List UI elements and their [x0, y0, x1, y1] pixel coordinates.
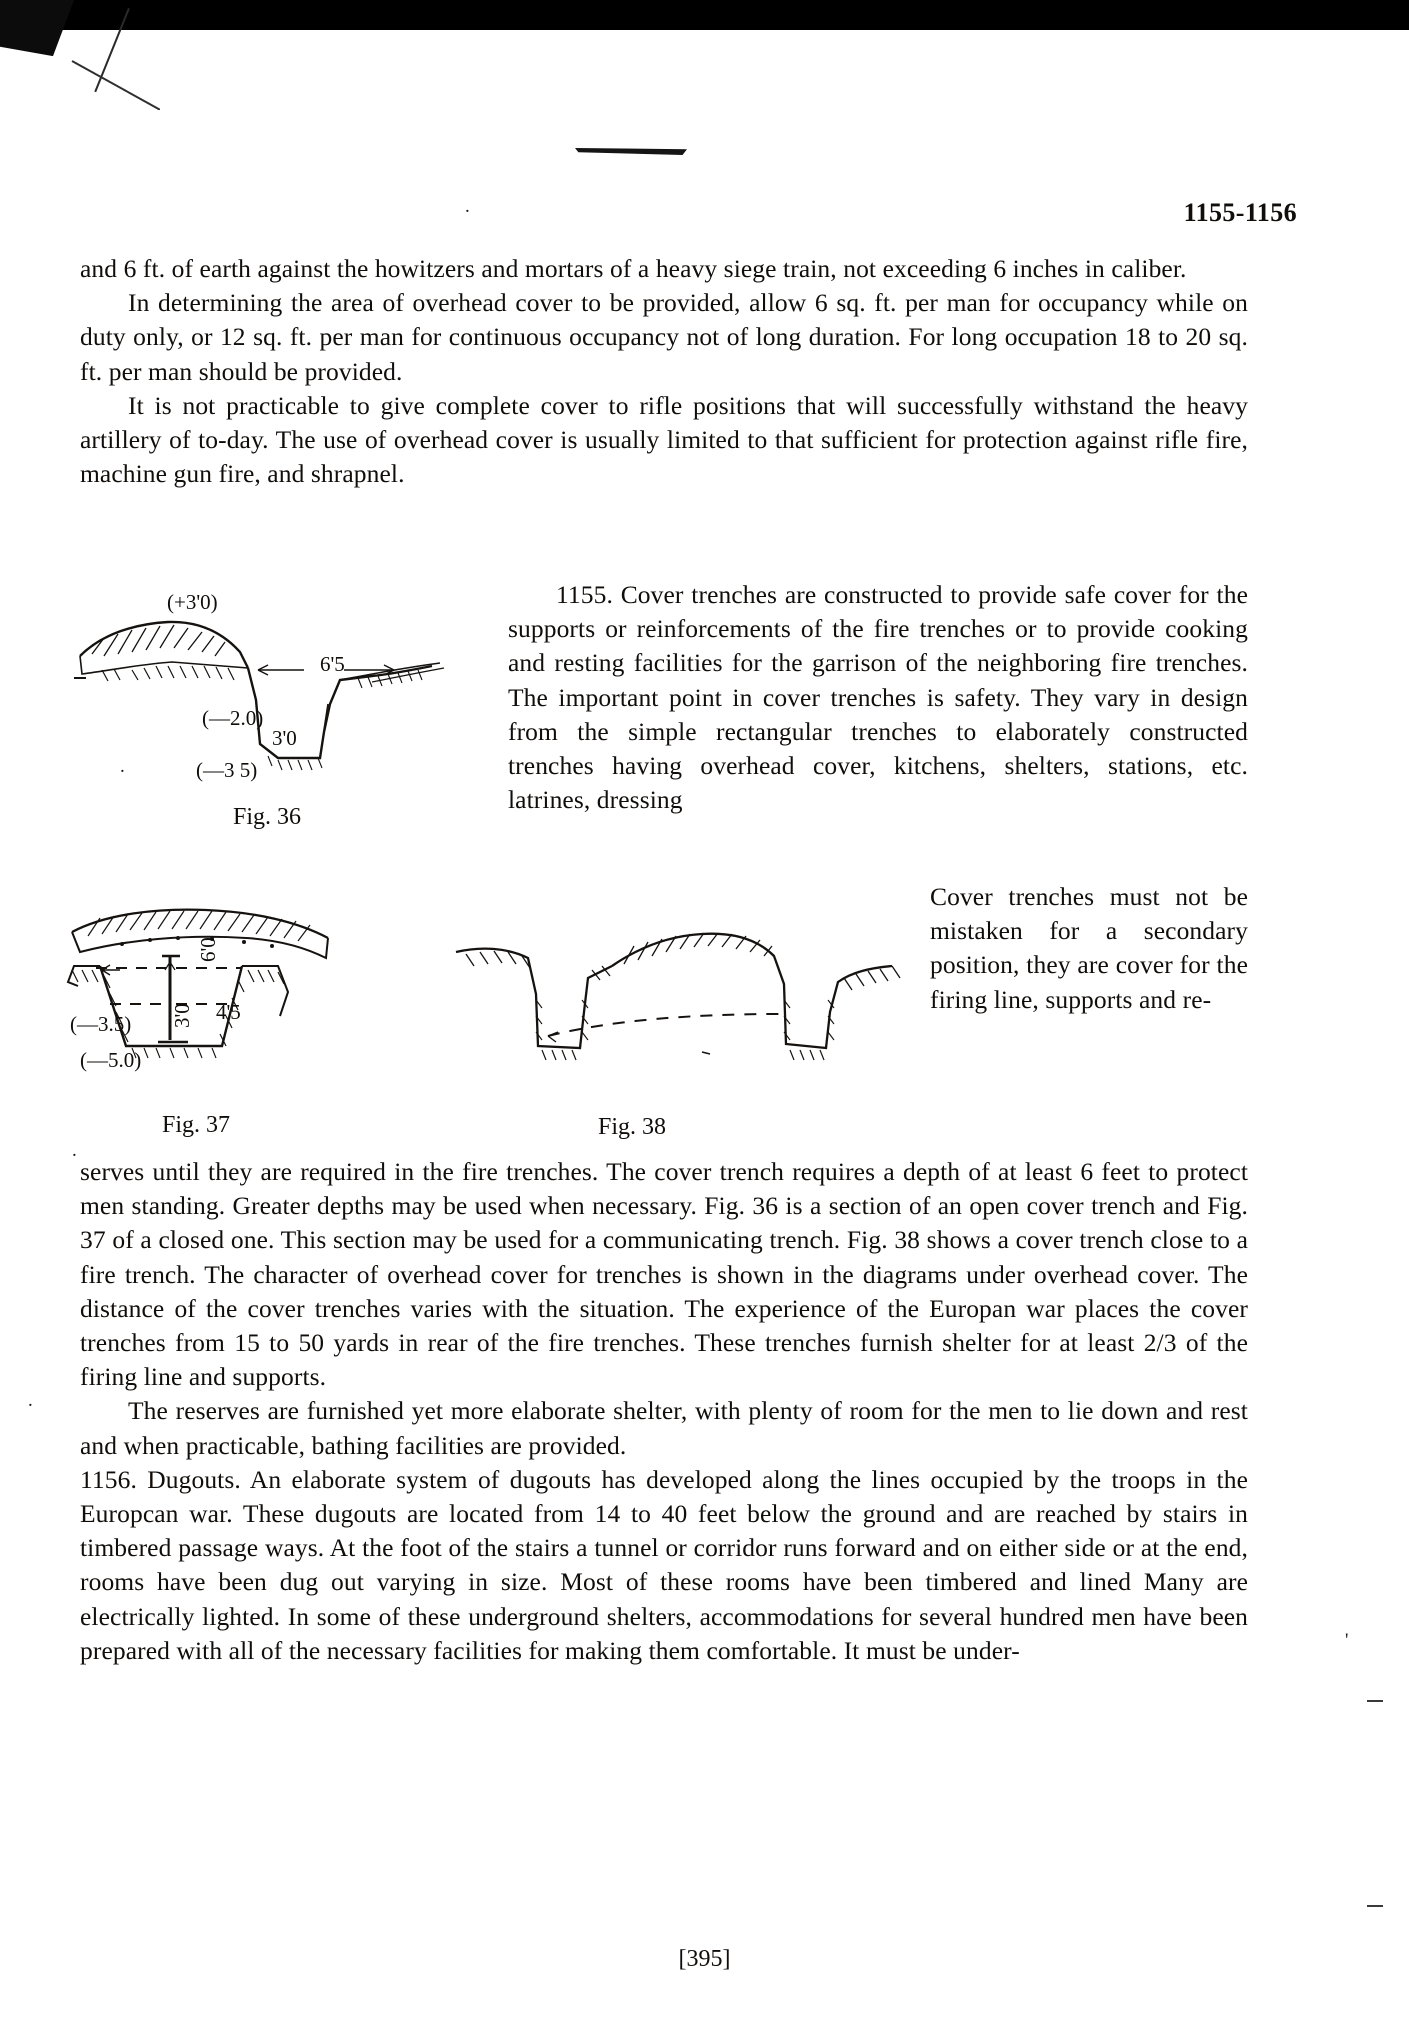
- figure-38-caption: Fig. 38: [597, 1114, 666, 1140]
- figure-36-label-3: 3'0: [272, 726, 297, 750]
- figure-36-label-4: (—3 5): [196, 758, 258, 782]
- figure-38: [452, 908, 912, 1138]
- scan-right-tick: [1367, 1700, 1383, 1702]
- figure-36: [72, 590, 462, 838]
- paragraph-6: The reserves are furnished yet more elaborate shelter, with plenty of room for the men to lie down and rest and when practicable, bathing facilities are provided.: [80, 1396, 1248, 1460]
- figure-37-caption: Fig. 37: [161, 1112, 230, 1138]
- figure-37-label-0: 6'0: [196, 937, 220, 962]
- body-text-bottom: [80, 1155, 1248, 1668]
- body-text-cover-trenches-note: Cover trenches must not be mistaken for a secondary position, they are cover for the firing line, supports and re-: [930, 882, 1248, 1014]
- body-text-top: [80, 252, 1248, 491]
- scan-corner-artifact: [0, 0, 160, 110]
- scan-edge-artifact: [0, 0, 1409, 30]
- figure-38-drawing: [452, 908, 912, 1098]
- scan-right-tick: [1367, 1905, 1383, 1907]
- paragraph-7: 1156. Dugouts. An elaborate system of dugouts has developed along the lines occupied by the troops in the Europcan war. These dugouts are located from 14 to 40 feet below the ground and are reached by stairs in timbered passage ways. At the foot of the stairs a tunnel or corridor runs forward and on either side or at the end, rooms have been dug out varying in size. Most of these rooms have been timbered and lined Many are electrically lighted. In some of these underground shelters, accommodations for several hundred men have been prepared with all of the necessary facilities for making them comfortable. It must be under-: [80, 1464, 1248, 1665]
- stray-dot: .: [28, 1390, 33, 1411]
- paragraph-3: It is not practicable to give complete cover to rifle positions that will successfully withstand the heavy artillery of to-day. The use of overhead cover is usually limited to that sufficient for protection against rifle fire, machine gun fire, and shrapnel.: [80, 390, 1248, 489]
- paragraph-1: and 6 ft. of earth against the howitzers and mortars of a heavy siege train, not exceeding 6 inches in caliber.: [80, 254, 1187, 283]
- stray-dot: .: [465, 196, 470, 217]
- figure-36-drawing: [72, 608, 462, 798]
- stray-dot: .: [120, 756, 125, 777]
- page-folio-footer: [395]: [678, 1946, 731, 1972]
- figure-36-caption: Fig. 36: [232, 804, 301, 830]
- body-text-section-1155: 1155. Cover trenches are constructed to provide safe cover for the supports or reinforcements of the fire trenches or to provide cooking and resting facilities for the garrison of the neighboring fire trenches. The important point in cover trenches is safety. They vary in design from the simple rectangular trenches to elaborately constructed trenches having overhead cover, kitchens, shelters, stations, etc. latrines, dressing: [508, 580, 1248, 815]
- paragraph-2: In determining the area of overhead cover to be provided, allow 6 sq. ft. per man for occupancy while on duty only, or 12 sq. ft. per man for continuous occupancy not of long duration. For long occupation 18 to 20 sq. ft. per man should be provided.: [80, 288, 1248, 386]
- figure-37-label-3: 3'0: [170, 1003, 194, 1028]
- stray-dot: ': [1345, 1630, 1349, 1651]
- figure-37-label-1: 4'5: [216, 1000, 241, 1024]
- figure-37-label-4: (—5.0): [80, 1048, 142, 1072]
- figure-37: [66, 900, 386, 1140]
- stray-dot: .: [72, 1140, 77, 1161]
- scan-top-mark: [575, 148, 687, 155]
- figure-36-label-2: (—2.0): [202, 706, 264, 730]
- figure-36-label-0: (+3'0): [167, 590, 218, 614]
- paragraph-5: serves until they are required in the fire trenches. The cover trench requires a depth of at least 6 feet to protect men standing. Greater depths may be used when necessary. Fig. 36 is a section of an open cover trench and Fig. 37 of a closed one. This section may be used for a communicating trench. Fig. 38 shows a cover trench close to a fire trench. The character of overhead cover for trenches is shown in the diagrams under overhead cover. The distance of the cover trenches varies with the situation. The experience of the Europan war places the cover trenches from 15 to 50 yards in rear of the fire trenches. These trenches furnish shelter for at least 2/3 of the firing line and supports.: [80, 1157, 1248, 1392]
- figure-36-label-1: 6'5: [320, 652, 345, 676]
- figure-37-label-2: (—3.5): [70, 1012, 132, 1036]
- page-folio-header: 1155-1156: [1183, 198, 1297, 227]
